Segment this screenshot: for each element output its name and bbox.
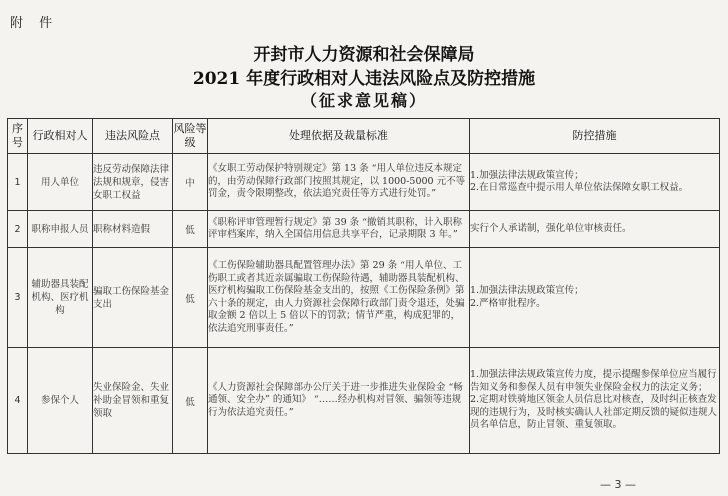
header-measures: 防控措施: [470, 119, 720, 154]
row-party: 参保个人: [28, 348, 93, 454]
row-party: 辅助器具装配机构、医疗机构: [28, 248, 93, 348]
row-no: 3: [8, 248, 28, 348]
table-row: [8, 248, 720, 348]
risk-table: [7, 118, 720, 454]
row-basis: 《人力资源社会保障部办公厅关于进一步推进失业保险金 “畅通领、安全办” 的通知》 “……经办机构对冒领、骗领等违规行为依法追究责任。”: [208, 348, 470, 454]
row-level: 低: [173, 348, 208, 454]
row-no: 4: [8, 348, 28, 454]
header-basis: 处理依据及裁量标准: [208, 119, 470, 154]
annex-label: 附 件: [10, 16, 59, 31]
document-title: 开封市人力资源和社会保障局: [253, 45, 475, 65]
row-level: 低: [173, 211, 208, 248]
row-no: 1: [8, 154, 28, 211]
draft-note: （征求意见稿）: [300, 91, 427, 110]
row-party: 用人单位: [28, 154, 93, 211]
row-basis: 《女职工劳动保护特别规定》第 13 条 “用人单位违反本规定的，由劳动保障行政部门按照其规定，以 1000-5000 元不等罚金，责令限期整改，依法追究责任等方式进行处罚。”: [208, 154, 470, 211]
row-party: 职称申报人员: [28, 211, 93, 248]
row-measures: 1.加强法律法规政策宣传； 2.在日常巡查中提示用人单位依法保障女职工权益。: [470, 154, 720, 211]
table-header-row: [8, 119, 720, 154]
table-row: [8, 154, 720, 211]
document-subtitle: 2021 年度行政相对人违法风险点及防控措施: [192, 69, 536, 89]
table-row: [8, 348, 720, 454]
row-basis: 《职称评审管理暂行规定》第 39 条 “撤销其职称，计入职称评审档案库，纳入全国信用信息共享平台，记录期限 3 年。”: [208, 211, 470, 248]
row-no: 2: [8, 211, 28, 248]
row-measures: 1.加强法律法规政策宣传力度，提示提醒参保单位应当履行告知义务和参保人员有申领失业保险金权力的法定义务； 2.定期对铁骑地区领金人员信息比对核查，及时纠正核查发现的违规行为，及时核实确认人社部定期反馈的疑似违规人员名单信息，防止冒领、重复领取。: [470, 348, 720, 454]
row-level: 中: [173, 154, 208, 211]
row-level: 低: [173, 248, 208, 348]
row-risk: 失业保险金、失业补助金冒领和重复领取: [93, 348, 173, 454]
page-number: — 3 —: [600, 478, 636, 491]
row-measures: 实行个人承诺制，强化单位审核责任。: [470, 211, 720, 248]
row-risk: 骗取工伤保险基金支出: [93, 248, 173, 348]
header-party: 行政相对人: [28, 119, 93, 154]
header-level: 风险等级: [173, 119, 208, 154]
row-measures: 1.加强法律法规政策宣传； 2.严格审批程序。: [470, 248, 720, 348]
table-row: [8, 211, 720, 248]
row-basis: 《工伤保险辅助器具配置管理办法》第 29 条 “用人单位、工伤职工或者其近亲属骗取工伤保险待遇，辅助器具装配机构、医疗机构骗取工伤保险基金支出的，按照《工伤保险条例》第六十条的规定，由人力资源社会保障行政部门责令退还，处骗取金额 2 倍以上 5 倍以下的罚款；情节严重，构成犯罪的，依法追究刑事责任。”: [208, 248, 470, 348]
row-risk: 职称材料造假: [93, 211, 173, 248]
header-risk: 违法风险点: [93, 119, 173, 154]
row-risk: 违反劳动保障法律法规和规章，侵害女职工权益: [93, 154, 173, 211]
header-no: 序号: [8, 119, 28, 154]
